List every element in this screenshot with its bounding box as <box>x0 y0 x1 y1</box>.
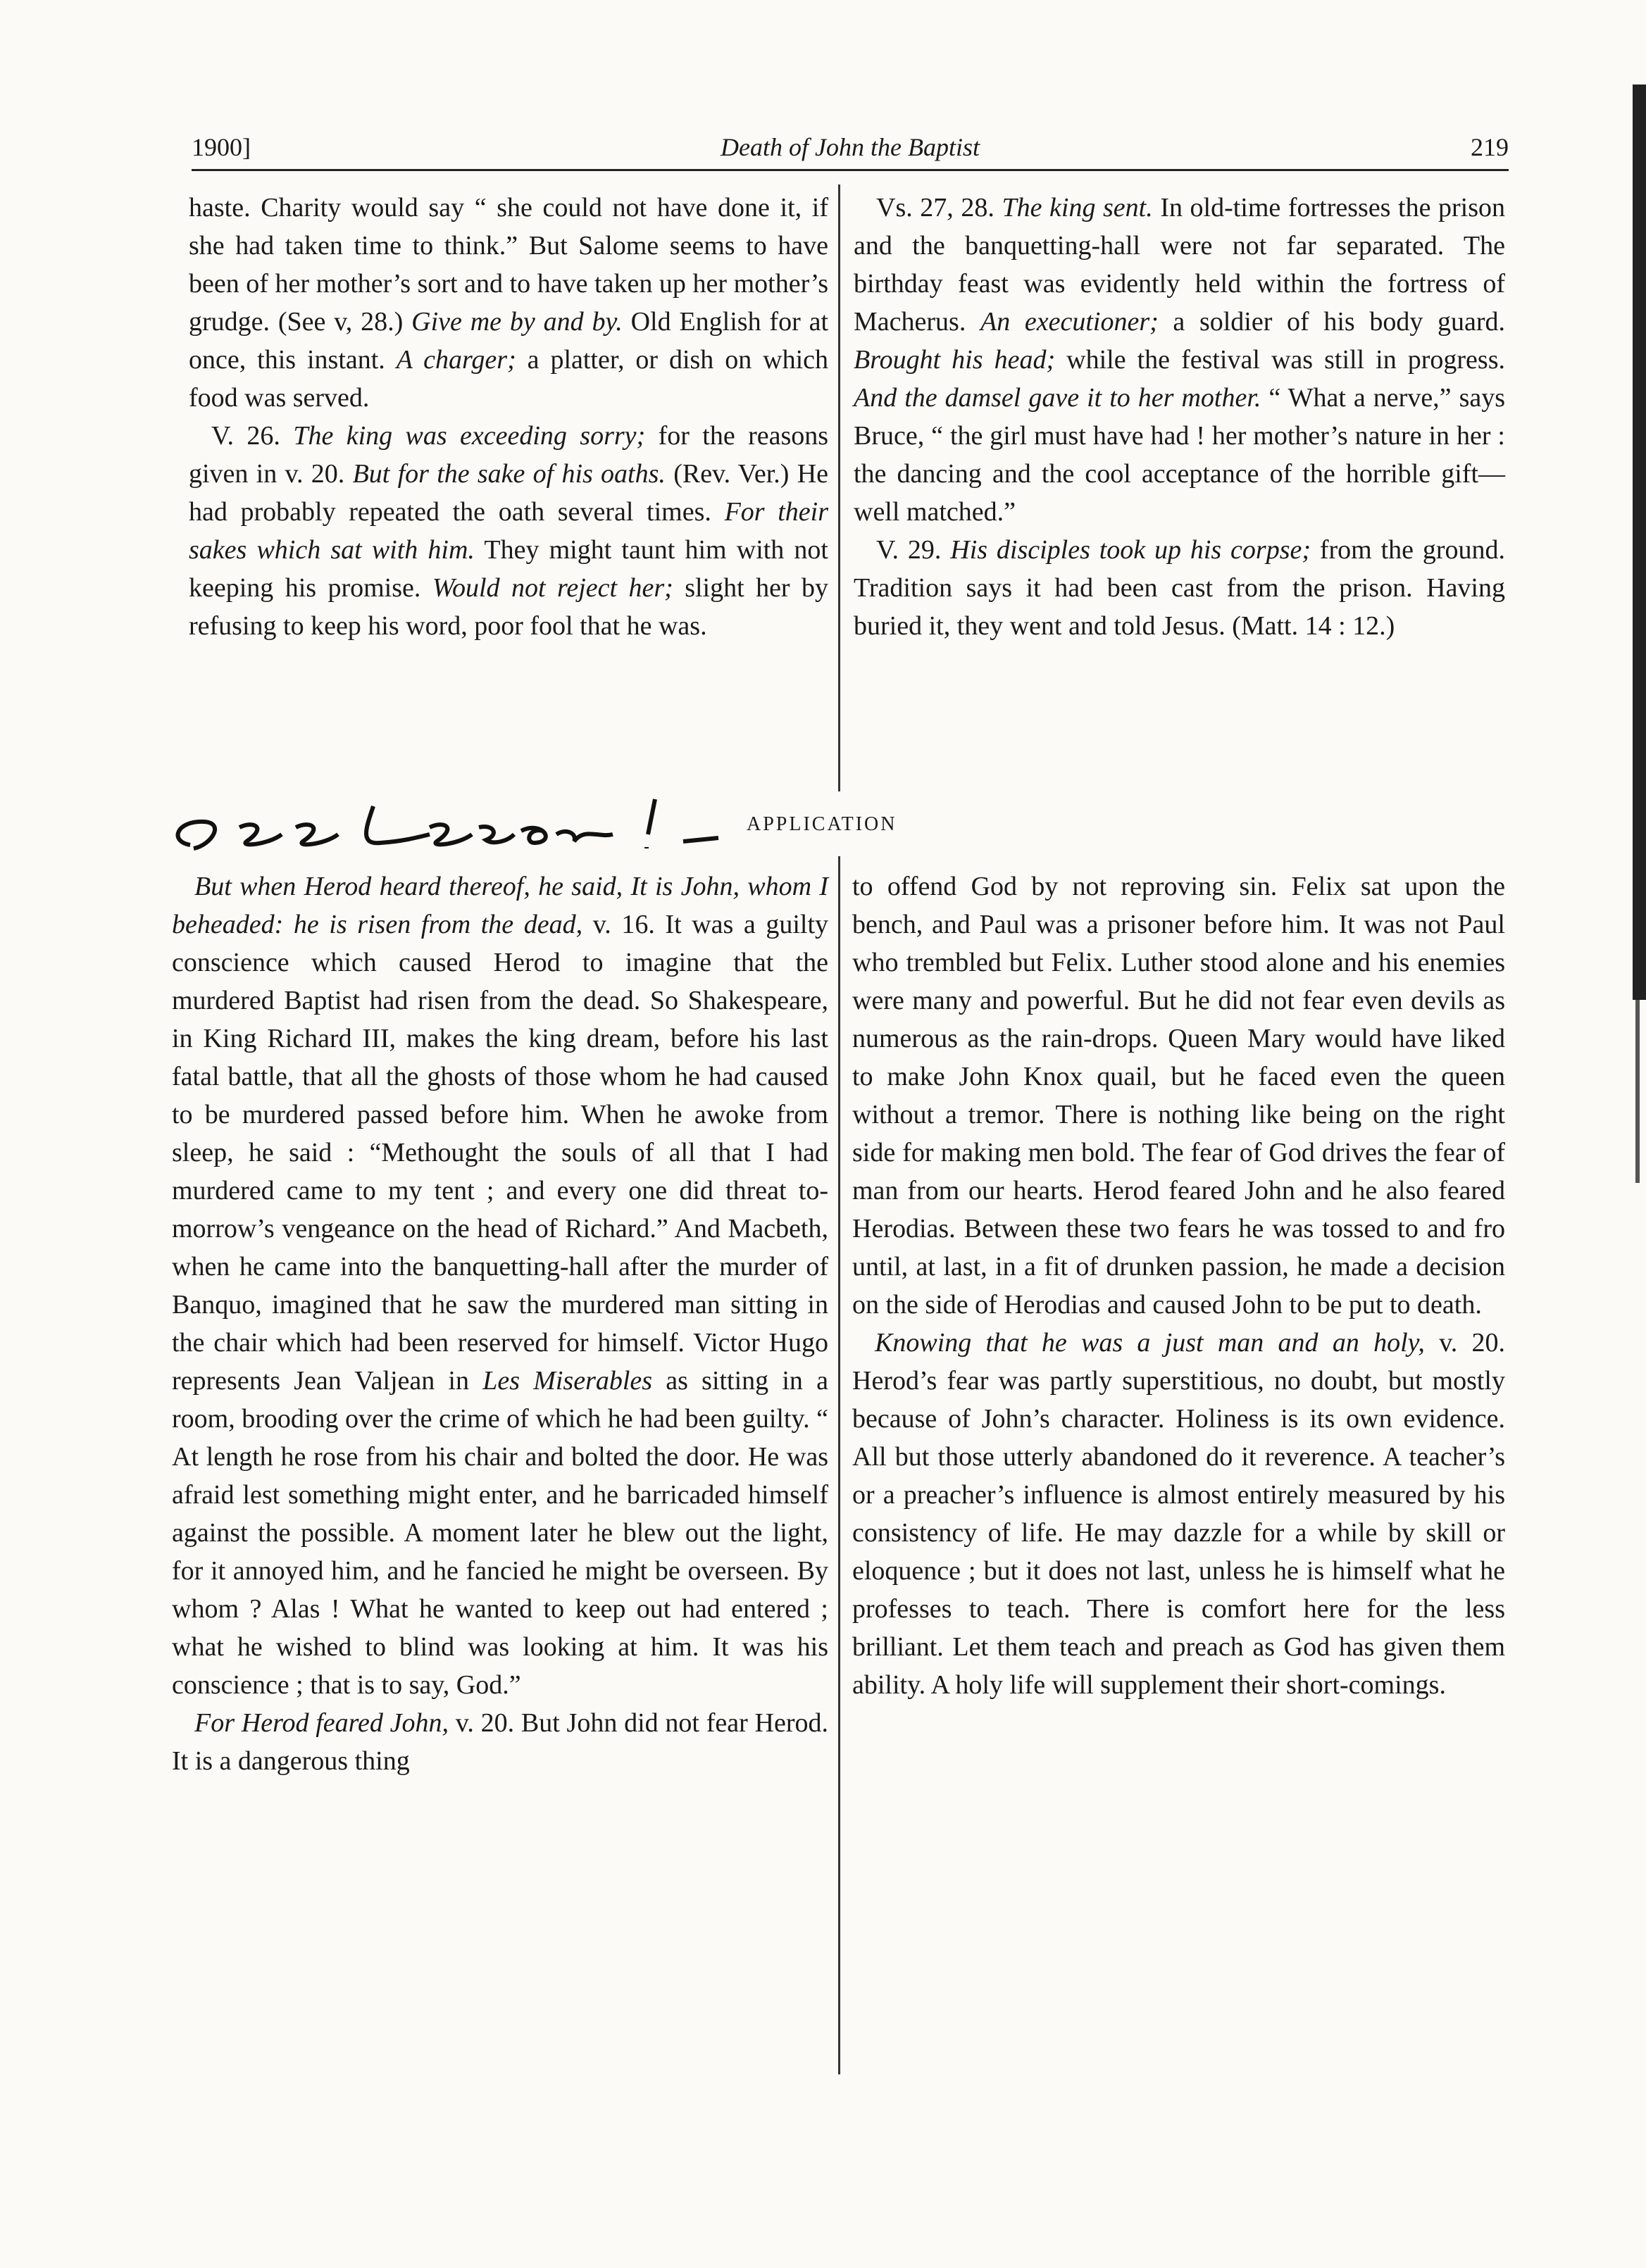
paragraph: haste. Charity would say “ she could not have done it, if she had taken time to think.” But Salome seems to have been of her mother’s sort and to have taken up her mother’s grudge. (See v, 28.) Give me by and by. Old English for at once, this instant. A charger; a platter, or dish on which food was served. <box>189 193 829 413</box>
page-number: 219 <box>1471 133 1509 161</box>
column-divider <box>838 856 840 2074</box>
paragraph: Vs. 27, 28. The king sent. In old-time fortresses the prison and the banquetting-hall were not far separated. The birthday feast was evidently held within the fortress of Macherus. An executioner; a soldier of his body guard. Brought his head; while the festival was still in progress. And the damsel gave it to her mother. “ What a nerve,” says Bruce, “ the girl must have had ! her mother’s nature in her : the dancing and the cool acceptance of the horrible gift—well matched.” <box>854 193 1506 527</box>
header-title: Death of John the Baptist <box>721 133 980 161</box>
handwritten-note <box>162 778 732 863</box>
paragraph: V. 29. His disciples took up his corpse; from the ground. Tradition says it had been cast from the prison. Having buried it, they went and told Jesus. (Matt. 14 : 12.) <box>854 535 1506 641</box>
paragraph: V. 26. The king was exceeding sorry; for the reasons given in v. 20. But for the sake of his oaths. (Rev. Ver.) He had probably repeated the oath several times. For their sakes which sat with him. They might taunt him with not keeping his promise. Would not reject her; slight her by refusing to keep his word, poor fool that he was. <box>189 421 829 641</box>
bottom-right-column <box>852 867 1505 1704</box>
scan-edge-shadow <box>1635 1000 1640 1183</box>
paragraph: to offend God by not reproving sin. Felix sat upon the bench, and Paul was a prisoner before him. It was not Paul who trembled but Felix. Luther stood alone and his enemies were many and powerful. But he did not fear even devils as numerous as the rain-drops. Queen Mary would have liked to make John Knox quail, but he faced even the queen without a tremor. There is nothing like being on the right side for making men bold. The fear of God drives the fear of man from our hearts. Herod feared John and he also feared Herodias. Between these two fears he was tossed to and fro until, at last, in a fit of drunken passion, he made a decision on the side of Herodias and caused John to be put to death. <box>852 872 1505 1320</box>
top-left-column <box>189 189 828 645</box>
column-divider <box>838 184 840 791</box>
bottom-left-column <box>172 867 828 1780</box>
scan-edge-shadow <box>1633 84 1646 1000</box>
page-header <box>192 127 1509 171</box>
section-heading: APPLICATION <box>747 813 897 835</box>
paragraph: Knowing that he was a just man and an holy, v. 20. Herod’s fear was partly superstitious, no doubt, but mostly because of John’s character. Holiness is its own evidence. All but those utterly abandoned do it reverence. A teacher’s or a preacher’s influence is almost entirely measured by his consistency of life. He may dazzle for a while by skill or eloquence ; but it does not last, unless he is himself what he professes to teach. There is comfort here for the less brilliant. Let them teach and preach as God has given them ability. A holy life will supplement their short-comings. <box>852 1328 1505 1700</box>
paragraph: But when Herod heard thereof, he said, It is John, whom I beheaded: he is risen from the dead, v. 16. It was a guilty conscience which caused Herod to imagine that the murdered Baptist had risen from the dead. So Shakespeare, in King Richard III, makes the king dream, before his last fatal battle, that all the ghosts of those whom he had caused to be murdered passed before him. When he awoke from sleep, he said : “Methought the souls of all that I had murdered came to my tent ; and every one did threat to-morrow’s vengeance on the head of Richard.” And Macbeth, when he came into the banquetting-hall after the murder of Banquo, imagined that he saw the murdered man sitting in the chair which had been reserved for himself. Victor Hugo represents Jean Valjean in Les Miserables as sitting in a room, brooding over the crime of which he had been guilty. “ At length he rose from his chair and bolted the door. He was afraid lest something might enter, and he barricaded himself against the possible. A moment later he blew out the light, for it annoyed him, and he fancied he might be overseen. By whom ? Alas ! What he wanted to keep out had entered ; what he wished to blind was looking at him. It was his conscience ; that is to say, God.” <box>172 872 829 1700</box>
header-year: 1900] <box>192 133 251 161</box>
top-right-column <box>854 189 1505 645</box>
paragraph: For Herod feared John, v. 20. But John did not fear Herod. It is a dangerous thing <box>172 1708 828 1776</box>
handwritten-scrawl <box>162 778 732 863</box>
